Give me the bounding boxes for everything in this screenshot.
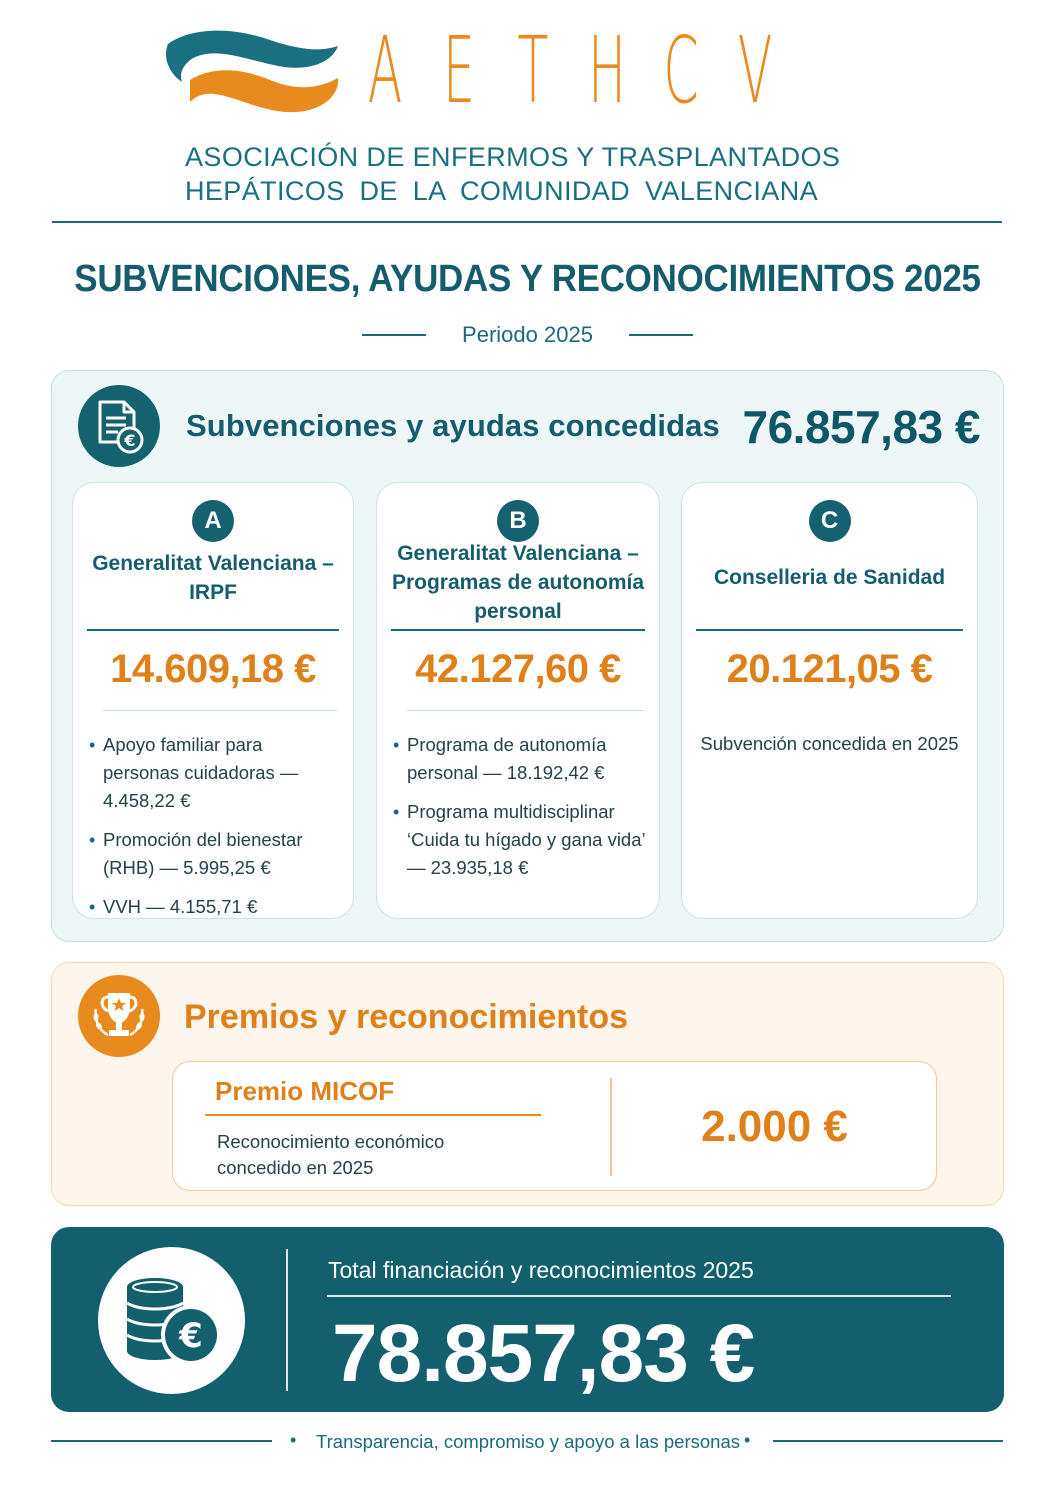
logo-letter: C [663, 16, 699, 124]
card-amount: 42.127,60 € [415, 647, 621, 691]
logo-letter: V [737, 16, 773, 124]
card-item-list [391, 731, 649, 893]
period-row [0, 322, 1055, 348]
footer-bullet: • [744, 1430, 751, 1450]
card-amount: 14.609,18 € [110, 647, 316, 691]
total-label: Total financiación y reconocimientos 2025 [328, 1257, 754, 1283]
page-title: SUBVENCIONES, AYUDAS Y RECONOCIMIENTOS 2025 [74, 258, 981, 300]
award-desc-line1: Reconocimiento económico [217, 1131, 445, 1152]
trophy-icon [78, 975, 160, 1057]
svg-text:€: € [178, 1315, 203, 1356]
card-item-list [87, 731, 343, 932]
logo-wordmark [350, 16, 790, 124]
footer-rule-left [51, 1440, 272, 1442]
card-badge: B [497, 500, 539, 542]
award-card [172, 1061, 937, 1191]
org-name-line1: ASOCIACIÓN DE ENFERMOS Y TRASPLANTADOS [185, 142, 841, 172]
card-divider [87, 629, 339, 631]
footer-tagline: Transparencia, compromiso y apoyo a las personas [316, 1431, 740, 1452]
award-description [217, 1129, 477, 1181]
card-thin-divider [103, 710, 337, 711]
list-item: • Programa de autonomía personal — 18.192,42 € [391, 731, 649, 787]
card-thin-divider [407, 710, 643, 711]
award-amount: 2.000 € [701, 1102, 848, 1151]
svg-text:€: € [124, 431, 136, 450]
document-euro-icon [78, 385, 160, 467]
subsidy-card-a [72, 482, 354, 919]
subsidies-heading: Subvenciones y ayudas concedidas [186, 408, 720, 443]
list-item: • Programa multidisciplinar ‘Cuida tu hígado y gana vida’ — 23.935,18 € [391, 798, 649, 882]
subsidy-card-b [376, 482, 660, 919]
card-amount: 20.121,05 € [726, 647, 933, 691]
card-divider [391, 629, 645, 631]
card-title: Generalitat Valenciana – Programas de autonomía personal [391, 542, 645, 623]
footer [0, 1428, 1055, 1454]
card-title: Generalitat Valenciana – IRPF [92, 552, 334, 604]
period-rule-left [362, 334, 426, 336]
award-desc-line2: concedido en 2025 [217, 1157, 374, 1178]
total-vertical-divider [286, 1249, 288, 1391]
coins-euro-icon [98, 1247, 245, 1394]
card-divider [696, 629, 963, 631]
footer-rule-right [773, 1440, 1003, 1442]
total-panel [51, 1227, 1004, 1412]
logo-wave-icon [160, 22, 350, 122]
subsidies-total: 76.857,83 € [742, 401, 980, 453]
footer-bullet: • [290, 1430, 297, 1450]
list-item: • Apoyo familiar para personas cuidadoras — 4.458,22 € [87, 731, 343, 815]
list-item: • Promoción del bienestar (RHB) — 5.995,25 € [87, 826, 343, 882]
awards-heading: Premios y reconocimientos [184, 998, 629, 1036]
logo-letter: H [587, 16, 627, 124]
org-name-line2: HEPÁTICOS DE LA COMUNIDAD VALENCIANA [185, 176, 819, 206]
card-title: Conselleria de Sanidad [713, 566, 946, 589]
logo-letter: E [443, 16, 475, 124]
header [0, 0, 1055, 225]
card-note: Subvención concedida en 2025 [700, 733, 959, 754]
total-divider [327, 1295, 951, 1297]
award-divider [205, 1114, 541, 1116]
card-badge: A [192, 500, 234, 542]
award-name: Premio MICOF [215, 1076, 395, 1106]
period-rule-right [629, 334, 693, 336]
list-item: • VVH — 4.155,71 € [87, 893, 343, 921]
logo-letter: A [367, 16, 403, 124]
total-amount: 78.857,83 € [332, 1308, 755, 1399]
card-badge: C [809, 500, 851, 542]
subsidy-card-c [681, 482, 978, 919]
logo-letter: T [517, 16, 549, 124]
award-vertical-divider [610, 1078, 612, 1176]
header-divider [52, 221, 1002, 223]
period-label: Periodo 2025 [462, 322, 593, 347]
